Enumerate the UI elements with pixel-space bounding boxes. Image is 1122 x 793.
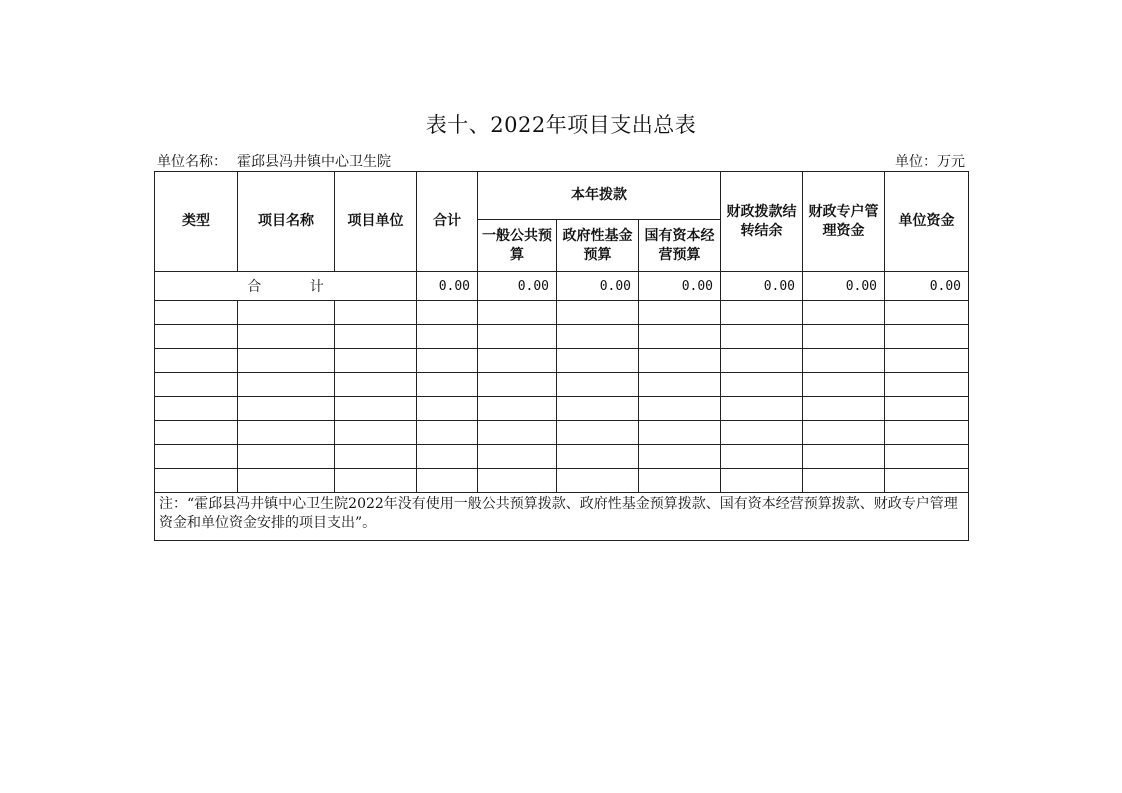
table-row: [155, 349, 969, 373]
summary-fiscal-carryover: 0.00: [721, 272, 803, 301]
header-unit-fund: 单位资金: [885, 172, 969, 272]
table-row: [155, 397, 969, 421]
note-row: [155, 493, 969, 541]
header-total: 合计: [417, 172, 478, 272]
project-expenditure-table: [154, 171, 969, 541]
header-current-year: 本年拨款: [478, 172, 721, 220]
page-title: 表十、2022年项目支出总表: [425, 113, 697, 137]
header-fiscal-special: 财政专户管理资金: [803, 172, 885, 272]
table-row: [155, 421, 969, 445]
unit-measure: 单位：万元: [895, 154, 965, 170]
summary-gov-fund-budget: 0.00: [557, 272, 639, 301]
unit-name-label: 单位名称：: [157, 154, 227, 170]
summary-state-capital-budget: 0.00: [639, 272, 721, 301]
table-row: [155, 301, 969, 325]
table-row: [155, 373, 969, 397]
header-project-name: 项目名称: [238, 172, 335, 272]
summary-row: [155, 272, 969, 301]
summary-total: 0.00: [417, 272, 478, 301]
header-gov-fund-budget: 政府性基金预算: [557, 220, 639, 272]
header-type: 类型: [155, 172, 238, 272]
header-fiscal-carryover: 财政拨款结转结余: [721, 172, 803, 272]
table-row: [155, 469, 969, 493]
header-project-unit: 项目单位: [335, 172, 417, 272]
header-general-budget: 一般公共预算: [478, 220, 557, 272]
table-row: [155, 325, 969, 349]
header-state-capital-budget: 国有资本经营预算: [639, 220, 721, 272]
summary-general-budget: 0.00: [478, 272, 557, 301]
table-note: 注：“霍邱县冯井镇中心卫生院2022年没有使用一般公共预算拨款、政府性基金预算拨款、国有资本经营预算拨款、财政专户管理资金和单位资金安排的项目支出”。: [155, 493, 969, 541]
summary-fiscal-special: 0.00: [803, 272, 885, 301]
table-row: [155, 445, 969, 469]
unit-name: 霍邱县冯井镇中心卫生院: [237, 154, 391, 170]
summary-unit-fund: 0.00: [885, 272, 969, 301]
summary-label: 合 计: [155, 272, 417, 301]
unit-name-line: [157, 151, 391, 171]
